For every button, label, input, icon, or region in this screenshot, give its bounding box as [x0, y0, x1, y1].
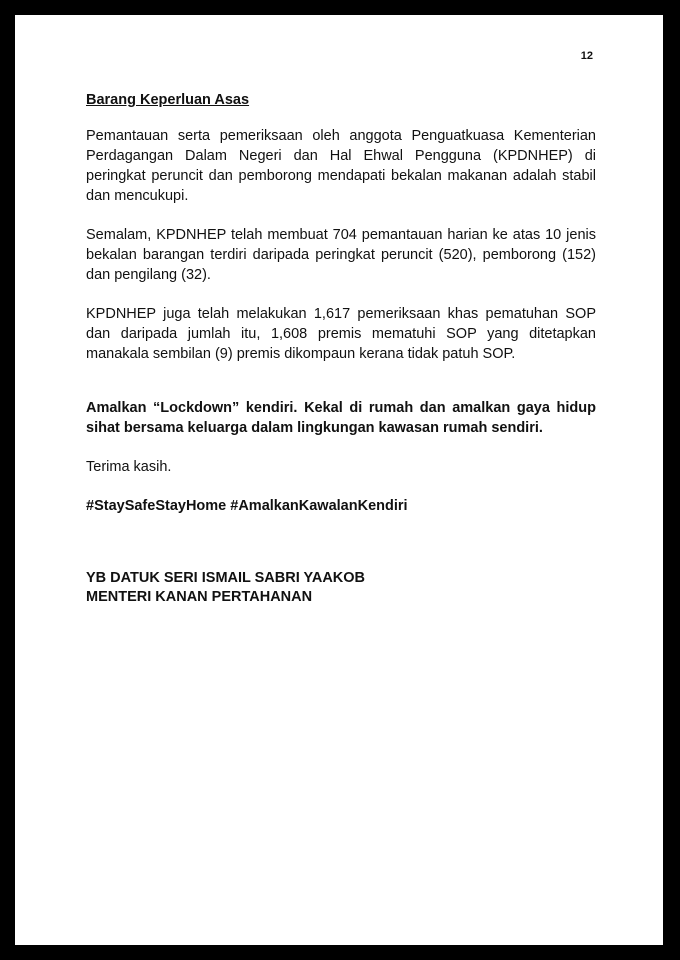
- closing-text: Terima kasih.: [86, 459, 172, 475]
- hashtags: #StaySafeStayHome #AmalkanKawalanKendiri: [86, 498, 408, 514]
- paragraph-monitoring: Pemantauan serta pemeriksaan oleh anggota Penguatkuasa Kementerian Perdagangan Dalam Negeri dan Hal Ehwal Pengguna (KPDNHEP) di peringkat peruncit dan pemborong mendapati bekalan makanan adalah stabil dan mencukupi.: [86, 128, 596, 204]
- paragraph-daily-monitoring: Semalam, KPDNHEP telah membuat 704 pemantauan harian ke atas 10 jenis bekalan barangan terdiri daripada peringkat peruncit (520), pemborong (152) dan pengilang (32).: [86, 227, 596, 283]
- signatory-name: YB DATUK SERI ISMAIL SABRI YAAKOB: [86, 570, 366, 586]
- page-number: 12: [580, 50, 593, 62]
- signatory-title: MENTERI KANAN PERTAHANAN: [86, 589, 313, 605]
- document-page: [15, 15, 663, 945]
- appeal-statement: Amalkan “Lockdown” kendiri. Kekal di rumah dan amalkan gaya hidup sihat bersama keluarga dalam lingkungan kawasan rumah sendiri.: [86, 400, 596, 436]
- document-body: [86, 90, 596, 607]
- paragraph-sop-inspection: KPDNHEP juga telah melakukan 1,617 pemeriksaan khas pematuhan SOP dan daripada jumlah itu, 1,608 premis mematuhi SOP yang ditetapkan manakala sembilan (9) premis dikompaun kerana tidak patuh SOP.: [86, 306, 596, 362]
- section-heading: Barang Keperluan Asas: [86, 92, 250, 108]
